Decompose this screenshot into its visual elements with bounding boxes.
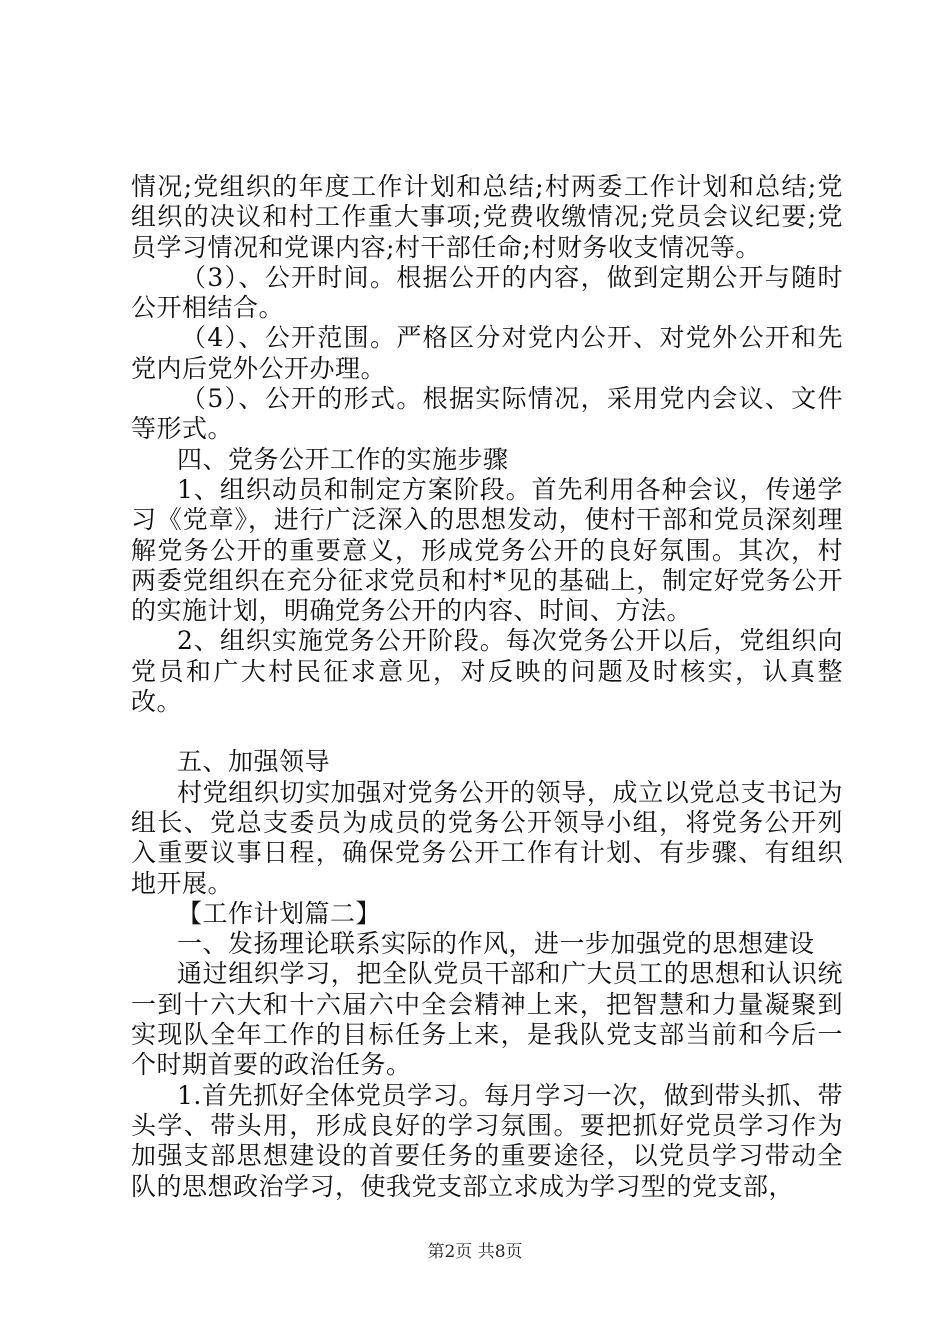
paragraph-leadership: 村党组织切实加强对党务公开的领导，成立以党总支书记为组长、党总支委员为成员的党务公开领导小组，将党务公开列入重要议事日程，确保党务公开工作有计划、有步骤、有组织地开展。 xyxy=(131,777,843,898)
paragraph-spacer xyxy=(131,717,843,747)
paragraph-disclosure-scope: （4）、公开范围。严格区分对党内公开、对党外公开和先党内后党外公开办理。 xyxy=(131,323,843,383)
paragraph-disclosure-time: （3）、公开时间。根据公开的内容，做到定期公开与随时公开相结合。 xyxy=(131,262,843,323)
paragraph-disclosure-form: （5）、公开的形式。根据实际情况，采用党内会议、文件等形式。 xyxy=(131,384,843,444)
paragraph-member-study: 1.首先抓好全体党员学习。每月学习一次，做到带头抓、带头学、带头用，形成良好的学习氛围。要把抓好党员学习作为加强支部思想建设的首要任务的重要途径，以党员学习带动全队的思想政治学习，使我党支部立求成为学习型的党支部， xyxy=(131,1080,843,1201)
heading-work-plan-two: 【工作计划篇二】 xyxy=(177,898,382,928)
paragraph-study-goal: 通过组织学习，把全队党员干部和广大员工的思想和认识统一到十六大和十六届六中全会精神上来，把智慧和力量凝聚到实现队全年工作的目标任务上来，是我队党支部当前和今后一个时期首要的政治任务。 xyxy=(131,959,843,1080)
heading-leadership: 五、加强领导 xyxy=(177,747,331,777)
heading-implementation-steps: 四、党务公开工作的实施步骤 xyxy=(177,444,509,474)
paragraph-step-1: 1、组织动员和制定方案阶段。首先利用各种会议，传递学习《党章》，进行广泛深入的思想发动，使村干部和党员深刻理解党务公开的重要意义，形成党务公开的良好氛围。其次，村两委党组织在充分征求党员和村*见的基础上，制定好党务公开的实施计划，明确党务公开的内容、时间、方法。 xyxy=(131,474,843,626)
paragraph-step-2: 2、组织实施党务公开阶段。每次党务公开以后，党组织向党员和广大村民征求意见，对反映的问题及时核实，认真整改。 xyxy=(131,626,843,717)
page-number-footer: 第2页 共8页 xyxy=(427,1242,523,1262)
heading-ideological-building: 一、发扬理论联系实际的作风，进一步加强党的思想建设 xyxy=(177,929,815,959)
document-body xyxy=(131,172,843,1202)
paragraph-disclosure-content: 情况;党组织的年度工作计划和总结;村两委工作计划和总结;党组织的决议和村工作重大事项;党费收缴情况;党员会议纪要;党员学习情况和党课内容;村干部任命;村财务收支情况等。 xyxy=(131,172,843,262)
